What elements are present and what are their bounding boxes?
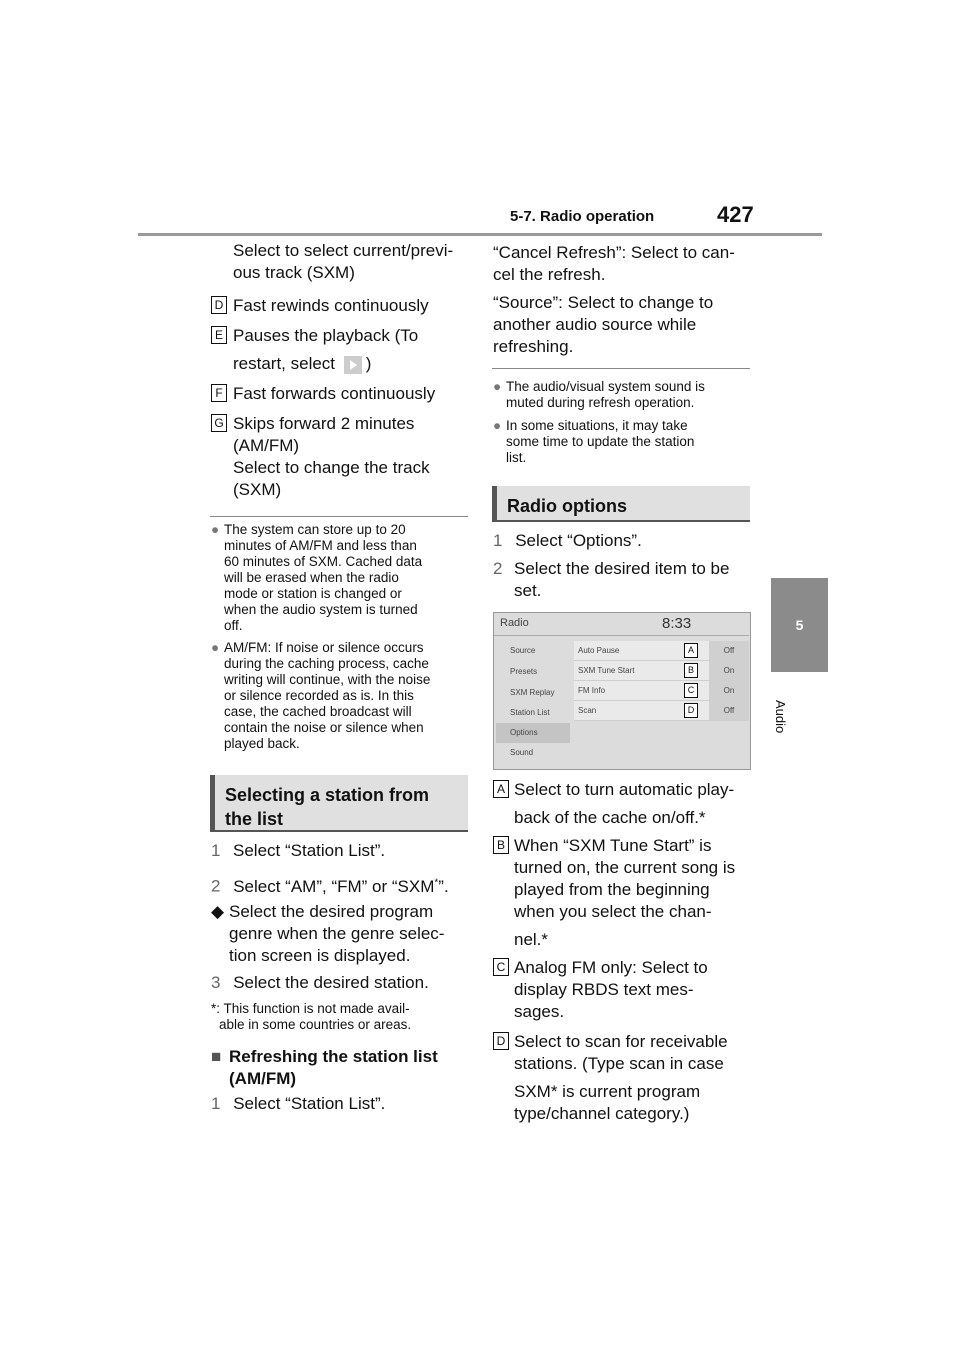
screen-side-sxm-replay[interactable]: SXM Replay (510, 688, 555, 697)
play-icon (344, 356, 362, 374)
header-rule (138, 233, 822, 236)
chapter-label: Audio (773, 700, 788, 734)
step-2: 2 Select “AM”, “FM” or “SXM*”. (211, 876, 449, 896)
key-badge-g: G (211, 414, 227, 432)
key-badge-e: E (211, 326, 227, 344)
item-e-text: Pauses the playback (To restart, select ) (233, 326, 419, 373)
options-step-1: 1 Select “Options”. (493, 531, 642, 550)
item-b-text: When “SXM Tune Start” is turned on, the current song is played from the beginning when you select the chan- nel.* (514, 836, 736, 949)
item-g-text: Skips forward 2 minutes (AM/FM) Select to change the track (SXM) (233, 414, 430, 499)
radio-options-screen (493, 612, 751, 770)
section-heading-radio-options: Radio options (492, 486, 750, 522)
item-d-text: Fast rewinds continuously (233, 296, 429, 315)
item-a-text: Select to turn automatic play- back of the cache on/off.* (514, 780, 735, 827)
key-badge-a: A (493, 780, 509, 798)
note-1: ● The system can store up to 20 minutes of AM/FM and less than 60 minutes of SXM. Cached data will be erased when the radio mode or station is changed or when the audio system is turned off. (211, 522, 423, 633)
screen-side-presets[interactable]: Presets (510, 667, 538, 676)
page-number: 427 (717, 202, 754, 227)
note-2: ● AM/FM: If noise or silence occurs during the caching process, cache writing will continue, with the noise or silence recorded as is. In this case, the cached broadcast will contain the noise or silence when played back. (211, 640, 431, 751)
options-step-2: 2 Select the desired item to be set. (493, 559, 730, 600)
key-badge-f: F (211, 384, 227, 402)
step-3: 3 Select the desired station. (211, 973, 429, 992)
section-heading-station-list: Selecting a station from the list (210, 775, 468, 832)
screen-side-station-list[interactable]: Station List (510, 708, 550, 717)
screen-clock: 8:33 (662, 615, 692, 632)
screen-row-auto-pause[interactable]: Auto Pause A Off (574, 641, 749, 661)
note-right-2: ● In some situations, it may take some time to update the station list. (493, 418, 695, 465)
cancel-refresh-para: “Cancel Refresh”: Select to can- cel the refresh. (493, 243, 735, 284)
source-para: “Source”: Select to change to another audio source while refreshing. (493, 293, 714, 356)
sub-heading-refresh: ■ Refreshing the station list (AM/FM) (211, 1047, 438, 1088)
intro-paragraph: Select to select current/previ- ous track (SXM) (233, 241, 454, 282)
key-badge-c: C (493, 958, 509, 976)
divider-right (492, 368, 750, 369)
screen-row-fm-info[interactable]: FM Info C On (574, 681, 749, 701)
screen-side-source[interactable]: Source (510, 646, 536, 655)
item-f-text: Fast forwards continuously (233, 384, 436, 403)
chapter-tab: 5 (771, 578, 828, 672)
divider (210, 516, 468, 517)
key-badge-d: D (211, 296, 227, 314)
footnote: *: This function is not made avail- able in some countries or areas. (211, 1001, 412, 1032)
screen-side-options[interactable]: Options (496, 723, 570, 743)
section-header: 5-7. Radio operation (510, 208, 655, 225)
item-d-right-text: Select to scan for receivable stations. (Type scan in case SXM* is current program type/channel category.) (514, 1032, 728, 1123)
item-c-text: Analog FM only: Select to display RBDS text mes- sages. (514, 958, 708, 1021)
screen-divider (494, 635, 749, 636)
diamond-item: ◆ Select the desired program genre when the genre selec- tion screen is displayed. (211, 902, 445, 965)
step-1: 1 Select “Station List”. (211, 841, 386, 860)
screen-side-sound[interactable]: Sound (510, 748, 534, 757)
key-badge-d-right: D (493, 1032, 509, 1050)
key-badge-b: B (493, 836, 509, 854)
refresh-step-1: 1 Select “Station List”. (211, 1094, 386, 1113)
screen-title: Radio (500, 617, 529, 629)
screen-row-sxm-tune-start[interactable]: SXM Tune Start B On (574, 661, 749, 681)
screen-row-scan[interactable]: Scan D Off (574, 701, 749, 721)
note-right-1: ● The audio/visual system sound is muted during refresh operation. (493, 379, 705, 410)
